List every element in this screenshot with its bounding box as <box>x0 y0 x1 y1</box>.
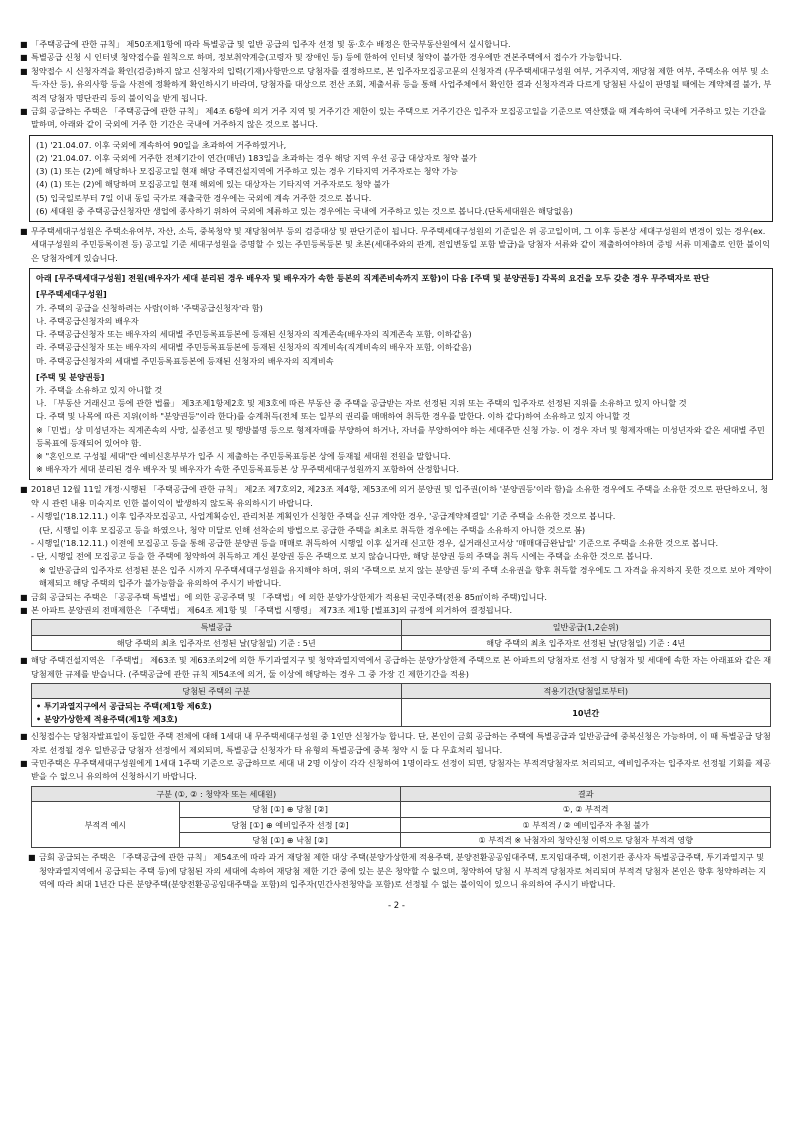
resale-cell-special: 해당 주택의 최초 입주자로 선정된 날(당첨일) 기준 : 5년 <box>32 635 402 650</box>
rewin-paragraph: ■ 해당 주택건설지역은 「주택법」 제63조 및 제63조의2에 의한 투기과열지구 및 청약과열지역에서 공급하는 분양가상한제 주택으로 본 아파트의 당첨자로 선정 시 당첨자 및 세대에 속한 자는 아래표와 같은 재당첨제한 규제를 받습니다. (주택공급에 관한 규칙 제54조에 의거, 둘 이상에 해당하는 경우 그 중 가장 긴 제한기간을 적용) <box>20 654 773 681</box>
resale-table <box>31 619 771 651</box>
member-item: 나. 주택공급신청자의 배우자 <box>36 315 139 326</box>
housing-item: 가. 주택을 소유하고 있지 아니할 것 <box>36 384 163 395</box>
rewin-type-item: • 분양가상한제 적용주택(제1항 제3호) <box>36 713 178 724</box>
ineligible-case: 당첨 [①] ⊕ 예비입주자 선정 [②] <box>179 817 401 832</box>
duplicate-paragraph: ■ 신청접수는 당첨자발표일이 동일한 주택 전체에 대해 1세대 내 무주택세대구성원 중 1인만 신청가능 합니다. 단, 본인이 금회 공급하는 주택에 특별공급과 일반공급에 중복신청은 가능하며, 이 때 특별공급 당첨자로 선정될 경우 일반공급 당첨자 선정에서 제외되며, 특별공급 신청자가 타 유형의 특별공급에 중복 청약 시 둘 다 무효처리 됩니다. <box>20 730 773 757</box>
presale-item: - 단, 시행일 전에 모집공고 등을 한 주택에 청약하여 취득하고 계신 분양권 등은 주택으로 보지 않습니다만, 해당 분양권 등의 주택을 취득 시에는 주택을 소유한 것으로 봅니다. <box>31 551 653 562</box>
rewin-table <box>31 683 771 727</box>
member-item: 가. 주택의 공급을 신청하려는 사람(이하 '주택공급신청자'라 함) <box>36 302 263 313</box>
ineligible-table <box>31 786 771 849</box>
ineligible-case: 당첨 [①] ⊕ 당첨 [②] <box>179 802 401 817</box>
ineligible-result: ①, ② 부적격 <box>401 802 771 817</box>
rewin-types-cell <box>32 699 402 727</box>
members-title: [무주택세대구성원] <box>36 289 107 300</box>
page-number: - 2 - <box>388 900 405 911</box>
residence-rule-1: (1) '21.04.07. 이후 국외에 계속하여 90일을 초과하여 거주하였거나, <box>36 139 287 150</box>
presale-item: - 시행일('18.12.11.) 이후 입주자모집공고, 사업계획승인, 관리처분 계획인가 신청한 주택을 신규 계약한 경우, '공급계약체결일' 기준 주택을 소유한 것으로 봅니다. <box>31 511 616 522</box>
rewin-table-wrap <box>31 683 771 727</box>
household-note: ※「민법」상 미성년자는 직계존속의 사망, 실종선고 및 행방불명 등으로 형제자매를 부양하여 하거나, 자녀를 부양하여야 하는 세대주만 신청 가능. 이 경우 자녀 및 형제자매는 미성년자와 같은 세대별 주민등록표에 등재되어 있어야 함. <box>36 424 765 448</box>
residence-rule-2: (2) '21.04.07. 이후 국외에 거주한 전체기간이 연간(매년) 183일을 초과하는 경우 해당 지역 우선 공급 대상자로 청약 불가 <box>36 153 477 164</box>
housing-title: [주택 및 분양권등] <box>36 371 105 382</box>
final-paragraph: ■ 금회 공급되는 주택은 「주택공급에 관한 규칙」 제54조에 따라 과거 재당첨 제한 대상 주택(분양가상한제 적용주택, 분양전환공공임대주택, 토지임대주택, 이전기관 종사자 특별공급주택, 투기과열지구 및 청약과열지역에서 공급되는 주택 등)에 당첨된 자의 세대에 속하여 재당첨 제한 기간 중에 있는 분은 청약할 수 없으며, 청약하여 당첨 시 부적격 당첨자로 처리되며 부적격 당첨자 본인은 향후 청약하려는 지역에 따라 최대 1년간 다른 분양주택(분양전환공공임대주택을 포함)의 입주자(민간사전청약을 포함)로 선정될 수 없는 불이익이 있으니 유의하여 주시기 바랍니다. <box>28 851 773 891</box>
presale-paragraph: ■ 2018년 12월 11일 개정·시행된 「주택공급에 관한 규칙」 제2조 제7호의2, 제23조 제4항, 제53조에 의거 분양권 및 입주권(이하 '분양권등'이라 함)을 소유한 경우에도 주택을 소유한 것으로 판단하오니, 청약 시 관련 내용 미숙지로 인한 불이익이 발생하지 않도록 유의하시기 바랍니다. <box>20 483 773 510</box>
resale-cell-general: 해당 주택의 최초 입주자로 선정된 날(당첨일) 기준 : 4년 <box>401 635 771 650</box>
household-box <box>29 268 773 480</box>
member-item: 다. 주택공급신청자 또는 배우자의 세대별 주민등록표등본에 등재된 신청자의 직계존속(배우자의 직계존속 포함, 이하같음) <box>36 329 472 340</box>
presale-item: ※ 일반공급의 입주자로 선정된 분은 입주 시까지 무주택세대구성원을 유지해야 하며, 위의 '주택으로 보지 않는 분양권 등'의 주택 소유권을 향후 취득할 경우에도 그 자격을 유지하지 못한 것으로 보아 계약이 해제되고 해당 주택의 입주가 불가능함을 유의하여 주시기 바랍니다. <box>39 564 772 589</box>
ineligible-label: 부적격 예시 <box>32 802 180 848</box>
ineligible-result: ① 부적격 ※ 낙첨자의 청약신청 이력으로 당첨자 부적격 영향 <box>401 833 771 848</box>
resale-table-wrap <box>31 619 771 651</box>
resale-intro: ■ 본 아파트 분양권의 전매제한은 「주택법」 제64조 제1항 및 「주택법 시행령」 제73조 제1항 [별표3]의 규정에 의거하여 결정됩니다. <box>20 604 773 617</box>
household-note: ※ "혼인으로 구성될 세대"란 예비신혼부부가 입주 시 제출하는 주민등록표등본 상에 등재될 세대원 전원을 말합니다. <box>36 450 451 461</box>
residence-box <box>29 135 773 222</box>
residence-rule-6: (6) 세대원 중 주택공급신청자만 생업에 종사하기 위하여 국외에 체류하고 있는 경우에는 국내에 거주하고 있는 것으로 봅니다.(단독세대원은 해당없음) <box>36 205 573 216</box>
presale-items <box>20 510 773 590</box>
ineligible-result: ① 부적격 / ② 예비입주자 추첨 불가 <box>401 817 771 832</box>
intro-item-1: ■ 「주택공급에 관한 규칙」 제50조제1항에 따라 특별공급 및 일반 공급의 입주자 선정 및 동·호수 배정은 한국부동산원에서 실시합니다. <box>20 38 773 51</box>
household-note: ※ 배우자가 세대 분리된 경우 배우자 및 배우자가 속한 주민등록표등본 상 무주택세대구성원까지 포함하여 산정합니다. <box>36 464 459 475</box>
presale-item: (단, 시행일 이후 모집공고 등을 하였으나, 청약 미달로 인해 선착순의 방법으로 공급한 주택을 최초로 취득한 경우에는 주택을 소유하지 아니한 것으로 봄) <box>39 524 586 535</box>
residence-rule-5: (5) 입국일로부터 7일 이내 동일 국가로 재출국한 경우에는 국외에 계속 거주한 것으로 봅니다. <box>36 192 372 203</box>
intro-item-3: ■ 청약접수 시 신청자격을 확인(검증)하지 않고 신청자의 입력(기재)사항만으로 당첨자를 결정하므로, 본 입주자모집공고문의 신청자격 (무주택세대구성원 여부, 거주지역, 재당첨 제한 여부, 주택소유 여부 및 소득·자산 등), 유의사항 등을 사전에 정확하게 확인하시기 바라며, 당첨자를 대상으로 전산 조회, 제출서류 등을 통해 사업주체에서 확인한 결과 신청자격과 다르게 당첨된 사실이 판명될 때에는 계약체결 불가, 부적격 당첨자 명단관리 등의 불이익을 받게 됩니다. <box>20 65 773 105</box>
rewin-type-item: • 투기과열지구에서 공급되는 주택(제1항 제6호) <box>36 701 212 712</box>
rewin-period-cell: 10년간 <box>401 699 771 727</box>
member-item: 마. 주택공급신청자의 세대별 주민등록표등본에 등재된 신청자의 배우자의 직계비속 <box>36 355 334 366</box>
rewin-header-type: 당첨된 주택의 구분 <box>32 684 402 699</box>
resale-header-special: 특별공급 <box>32 620 402 635</box>
document-page <box>20 0 773 913</box>
household-paragraph: ■ 무주택세대구성원은 주택소유여부, 자산, 소득, 중복청약 및 재당첨여부 등의 검증대상 및 판단기준이 됩니다. 무주택세대구성원의 기준일은 위 공고일이며, 그 이후 등본상 세대구성원의 변경이 있는 경우(ex. 세대구성원의 주민등록이전 등) 공고일 기준 세대구성원을 증명할 수 있는 주민등록등본 및 초본(세대주와의 관계, 전입변동일 포함 발급)을 당첨자 서류와 같이 제출하여야하며 증빙 서류 미제출로 인한 불이익은 당첨자에게 있습니다. <box>20 225 773 265</box>
ineligible-case: 당첨 [①] ⊕ 낙첨 [②] <box>179 833 401 848</box>
ineligible-header-result: 결과 <box>401 786 771 801</box>
resale-header-general: 일반공급(1,2순위) <box>401 620 771 635</box>
intro-item-2: ■ 특별공급 신청 시 인터넷 청약접수를 원칙으로 하며, 정보취약계층(고령자 및 장애인 등) 등에 한하여 인터넷 청약이 불가한 경우에만 견본주택에서 접수가 가능합니다. <box>20 51 773 64</box>
rewin-header-period: 적용기간(당첨일로부터) <box>401 684 771 699</box>
national-paragraph: ■ 국민주택은 무주택세대구성원에게 1세대 1주택 기준으로 공급하므로 세대 내 2명 이상이 각각 신청하여 1명이라도 선정이 되면, 당첨자는 부적격당첨자로 처리되고, 예비입주자는 입주자로 선정될 기회를 제공받을 수 없으니 유의하여 신청하시기 바랍니다. <box>20 757 773 784</box>
residence-rule-4: (4) (1) 또는 (2)에 해당하며 모집공고일 현재 해외에 있는 대상자는 기타지역 거주자로도 청약 불가 <box>36 179 390 190</box>
household-box-head: 아래 [무주택세대구성원] 전원(배우자가 세대 분리된 경우 배우자 및 배우자가 속한 등본의 직계존비속까지 포함)이 다음 [주택 및 분양권등] 각목의 요건을 모두 갖춘 경우 무주택자로 판단 <box>36 273 710 284</box>
member-item: 라. 주택공급신청자 또는 배우자의 세대별 주민등록표등본에 등재된 신청자의 직계비속(직계비속의 배우자 포함, 이하같음) <box>36 342 472 353</box>
intro-item-4: ■ 금회 공급하는 주택은 「주택공급에 관한 규칙」 제4조 6항에 의거 거주 지역 및 거주기간 제한이 있는 주택으로 거주기간은 입주자 모집공고일을 기준으로 역산했을 때 계속하여 국내에 거주하고 있는 기간을 말하며, 아래와 같이 국외에 거주 한 기간은 국내에 거주하지 않은 것으로 봅니다. <box>20 105 773 132</box>
ineligible-header-type: 구분 (①, ② : 청약자 또는 세대원) <box>32 786 401 801</box>
housing-item: 다. 주택 및 나목에 따른 지위(이하 "분양권등"이라 한다)를 승계취득(전체 또는 일부의 권리를 매매하여 취득한 경우를 말한다. 이하 같다)하여 소유하고 있지 아니할 것 <box>36 411 631 422</box>
national-size-paragraph: ■ 금회 공급되는 주택은 「공공주택 특별법」에 의한 공공주택 및 「주택법」에 의한 분양가상한제가 적용된 국민주택(전용 85㎡이하 주택)입니다. <box>20 591 773 604</box>
ineligible-table-wrap <box>31 786 771 849</box>
residence-rule-3: (3) (1) 또는 (2)에 해당하나 모집공고일 현재 해당 주택건설지역에 거주하고 있는 경우 기타지역 거주자로는 청약 가능 <box>36 166 458 177</box>
presale-item: - 시행일('18.12.11.) 이전에 모집공고 등을 통해 공급한 분양권 등을 매매로 취득하여 시행일 이후 실거래 신고한 경우, 실거래신고서상 '매매대금완납일' 기준으로 주택을 소유한 것으로 봅니다. <box>31 537 719 548</box>
housing-item: 나. 「부동산 거래신고 등에 관한 법률」 제3조제1항제2호 및 제3호에 따른 부동산 중 주택을 공급받는 자로 선정된 지위 또는 주택의 입주자로 선정된 지위를 소유하고 있지 아니할 것 <box>36 398 687 409</box>
